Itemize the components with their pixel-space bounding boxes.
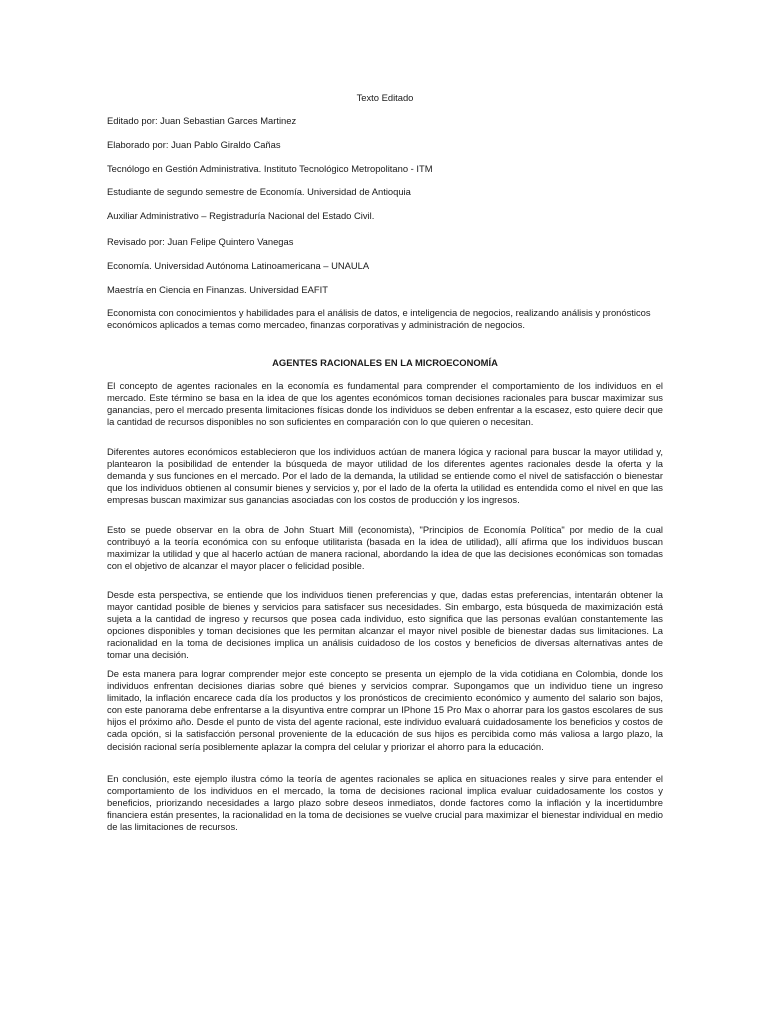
author-credential: Tecnólogo en Gestión Administrativa. Instituto Tecnológico Metropolitano - ITM	[107, 163, 433, 174]
reviewer-credential: Economista con conocimientos y habilidades para el análisis de datos, e inteligencia de negocios, realizando análisis y pronósticos económicos aplicados a temas como mercadeo, finanzas corporativas y administración de negocios.	[107, 307, 651, 331]
body-paragraph: Diferentes autores económicos establecieron que los individuos actúan de manera lógica y racional para buscar la mayor utilidad y, plantearon la posibilidad de entender la búsqueda de mayor utilidad de los diferentes agentes racionales desde la oferta y la demanda y sus funciones en el mercado. Por el lado de la demanda, la utilidad se entiende como el nivel de satisfacción o bienestar que los individuos obtienen al consumir bienes y servicios y, por el lado de la oferta la utilidad es entendida como el nivel en que las empresas buscan maximizar sus ganancias asociadas con los costos de producción y los ingresos.	[107, 446, 663, 506]
reviewer-line: Revisado por: Juan Felipe Quintero Vanegas	[107, 236, 294, 247]
body-paragraph: El concepto de agentes racionales en la economía es fundamental para comprender el comportamiento de los individuos en el mercado. Este término se basa en la idea de que los agentes económicos toman decisiones racionales para buscar maximizar sus ganancias, pero el mercado presenta limitaciones físicas donde los individuos se deben enfrentar a la escasez, esto quiere decir que la cantidad de recursos disponibles no son suficientes en comparación con lo que quieren o necesitan.	[107, 380, 663, 428]
reviewer-credential: Economía. Universidad Autónoma Latinoamericana – UNAULA	[107, 260, 370, 271]
editor-line: Editado por: Juan Sebastian Garces Martinez	[107, 115, 297, 126]
author-credential: Estudiante de segundo semestre de Economía. Universidad de Antioquia	[107, 186, 411, 197]
body-paragraph: Desde esta perspectiva, se entiende que los individuos tienen preferencias y que, dadas estas preferencias, intentarán obtener la mayor cantidad posible de bienes y servicios para satisfacer sus necesidades. Sin embargo, esta búsqueda de maximización está sujeta a la cantidad de ingreso y recursos que posea cada individuo, esto significa que las personas evalúan constantemente las opciones disponibles y toman decisiones que les permitan alcanzar el mayor nivel posible de bienestar dadas sus limitaciones. La racionalidad en la toma de decisiones implica un análisis cuidadoso de los costos y beneficios de diversas alternativas antes de tomar una decisión.	[107, 589, 663, 661]
author-line: Elaborado por: Juan Pablo Giraldo Cañas	[107, 139, 281, 150]
body-paragraph: En conclusión, este ejemplo ilustra cómo la teoría de agentes racionales se aplica en situaciones reales y sirve para entender el comportamiento de los individuos en el mercado, la toma de decisiones racional implica evaluar cuidadosamente los costos y beneficios, priorizando necesidades a largo plazo sobre deseos inmediatos, donde factores como la inflación y la incertidumbre financiera están presentes, la racionalidad en la toma de decisiones se vuelve crucial para maximizar el bienestar individual en medio de las limitaciones de recursos.	[107, 773, 663, 833]
body-paragraph: Esto se puede observar en la obra de John Stuart Mill (economista), "Principios de Economía Política" por medio de la cual contribuyó a la teoría económica con su enfoque utilitarista (basada en la idea de utilidad), allí afirma que los individuos buscan maximizar la utilidad y que al hacerlo actúan de manera racional, abordando la idea de que las decisiones económicas son tomadas con el objetivo de alcanzar el mayor placer o felicidad posible.	[107, 524, 663, 572]
reviewer-credential: Maestría en Ciencia en Finanzas. Universidad EAFIT	[107, 284, 328, 295]
article-title: AGENTES RACIONALES EN LA MICROECONOMÍA	[272, 357, 498, 368]
document-label: Texto Editado	[356, 92, 414, 103]
body-paragraph: De esta manera para lograr comprender mejor este concepto se presenta un ejemplo de la vida cotidiana en Colombia, donde los individuos enfrentan decisiones diarias sobre qué bienes y servicios comprar. Supongamos que un individuo tiene un ingreso limitado, la inflación encarece cada día los productos y los pronósticos de crecimiento económico y aumento del salario son bajos, con este panorama debe enfrentarse a la disyuntiva entre comprar un IPhone 15 Pro Max o ahorrar para los gastos escolares de sus hijos el próximo año. Desde el punto de vista del agente racional, este individuo evaluará cuidadosamente los beneficios y costos de cada opción, si la satisfacción personal proveniente de la educación de sus hijos es percibida como más valiosa a largo plazo, la decisión racional sería posiblemente aplazar la compra del celular y priorizar el ahorro para la educación.	[107, 668, 663, 752]
author-credential: Auxiliar Administrativo – Registraduría Nacional del Estado Civil.	[107, 210, 375, 221]
